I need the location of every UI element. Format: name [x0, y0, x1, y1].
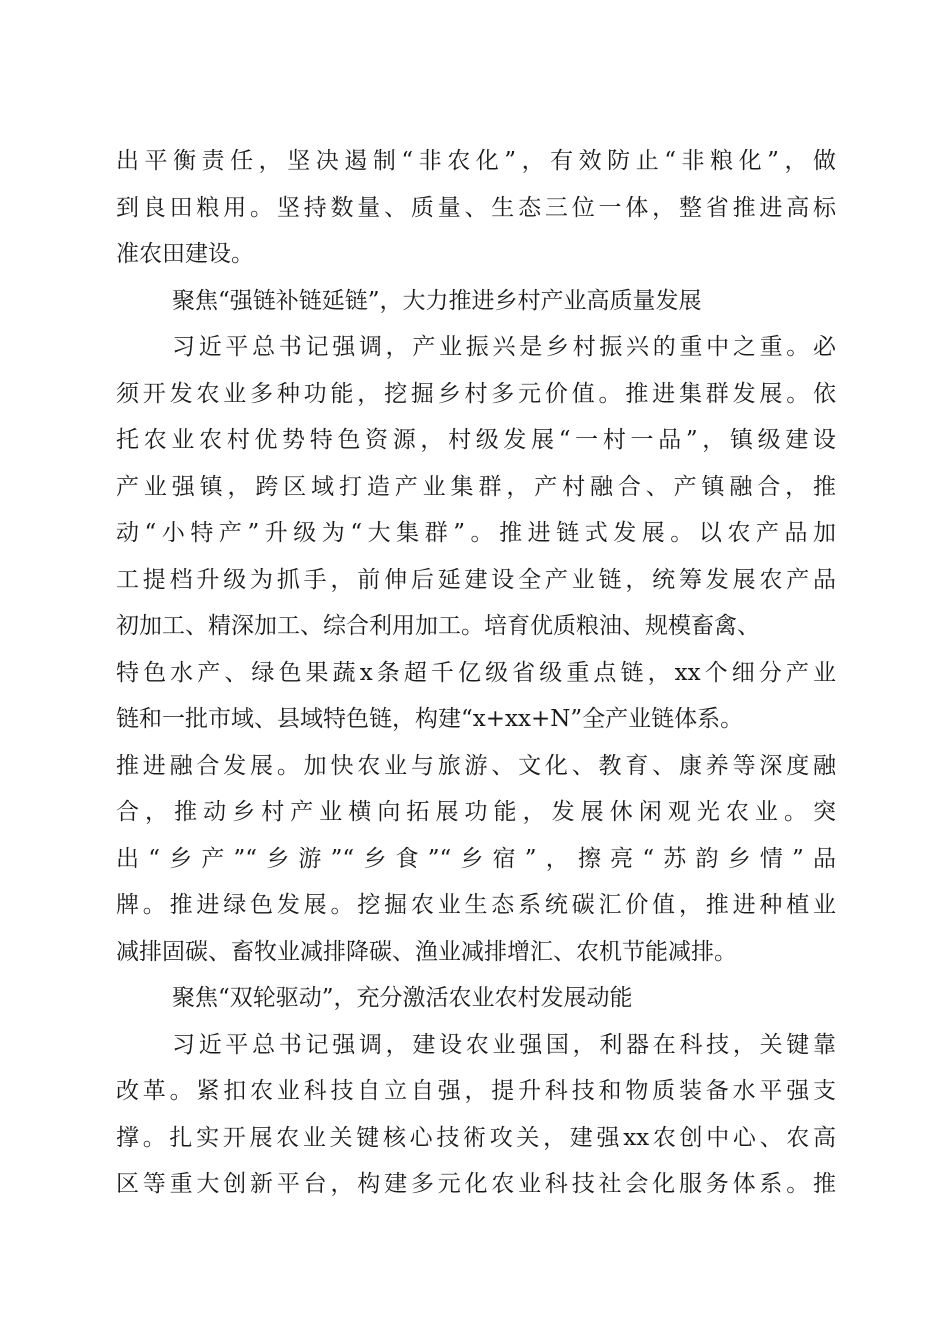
text-line: 合，推动乡村产业横向拓展功能，发展休闲观光农业。突 — [116, 799, 836, 825]
text-line: 特色水产、绿色果蔬x条超千亿级省级重点链，xx个细分产业 — [116, 659, 836, 686]
text-line: 习近平总书记强调，产业振兴是乡村振兴的重中之重。必 — [172, 334, 836, 360]
text-line: 区等重大创新平台，构建多元化农业科技社会化服务体系。推 — [116, 1171, 836, 1197]
text-line: 准农田建设。 — [116, 241, 254, 267]
text-line: 链和一批市域、县域特色链，构建“x+xx+N”全产业链体系。 — [116, 706, 744, 732]
text-line: 牌。推进绿色发展。挖掘农业生态系统碳汇价值，推进种植业 — [116, 892, 836, 918]
text-line: 出平衡责任，坚决遏制“非农化”，有效防止“非粮化”，做 — [116, 148, 836, 174]
document-body — [116, 138, 836, 1208]
text-line: 撑。扎实开展农业关键核心技術攻关，建强xx农创中心、农高 — [116, 1124, 836, 1151]
text-line: 动“小特产”升级为“大集群”。推进链式发展。以农产品加 — [116, 520, 836, 546]
text-line: 推进融合发展。加快农业与旅游、文化、教育、康养等深度融 — [116, 752, 836, 779]
text-line: 产业强镇，跨区域打造产业集群，产村融合、产镇融合，推 — [116, 473, 836, 500]
text-line: 托农业农村优势特色资源，村级发展“一村一品”，镇级建设 — [116, 427, 836, 453]
text-line: 出“乡产”“乡游”“乡食”“乡宿”，擦亮“苏韵乡情”品 — [116, 845, 836, 872]
text-line: 减排固碳、畜牧业减排降碳、渔业减排增汇、农机节能减排。 — [116, 938, 737, 965]
text-line: 初加工、精深加工、综合利用加工。培育优质粮油、规模畜禽、 — [116, 613, 760, 639]
section-heading: 聚焦“强链补链延链”，大力推进乡村产业高质量发展 — [172, 287, 702, 314]
text-line: 习近平总书记强调，建设农业强国，利器在科技，关键靠 — [172, 1031, 836, 1058]
text-line: 到良田粮用。坚持数量、质量、生态三位一体，整省推进高标 — [116, 194, 836, 221]
section-heading: 聚焦“双轮驱动”，充分激活农业农村发展动能 — [172, 985, 633, 1011]
text-line: 工提档升级为抓手，前伸后延建设全产业链，统筹发展农产品 — [116, 566, 836, 593]
text-line: 改革。紧扣农业科技自立自强，提升科技和物质装备水平强支 — [116, 1078, 836, 1104]
text-line: 须开发农业多种功能，挖掘乡村多元价值。推进集群发展。依 — [116, 380, 836, 407]
